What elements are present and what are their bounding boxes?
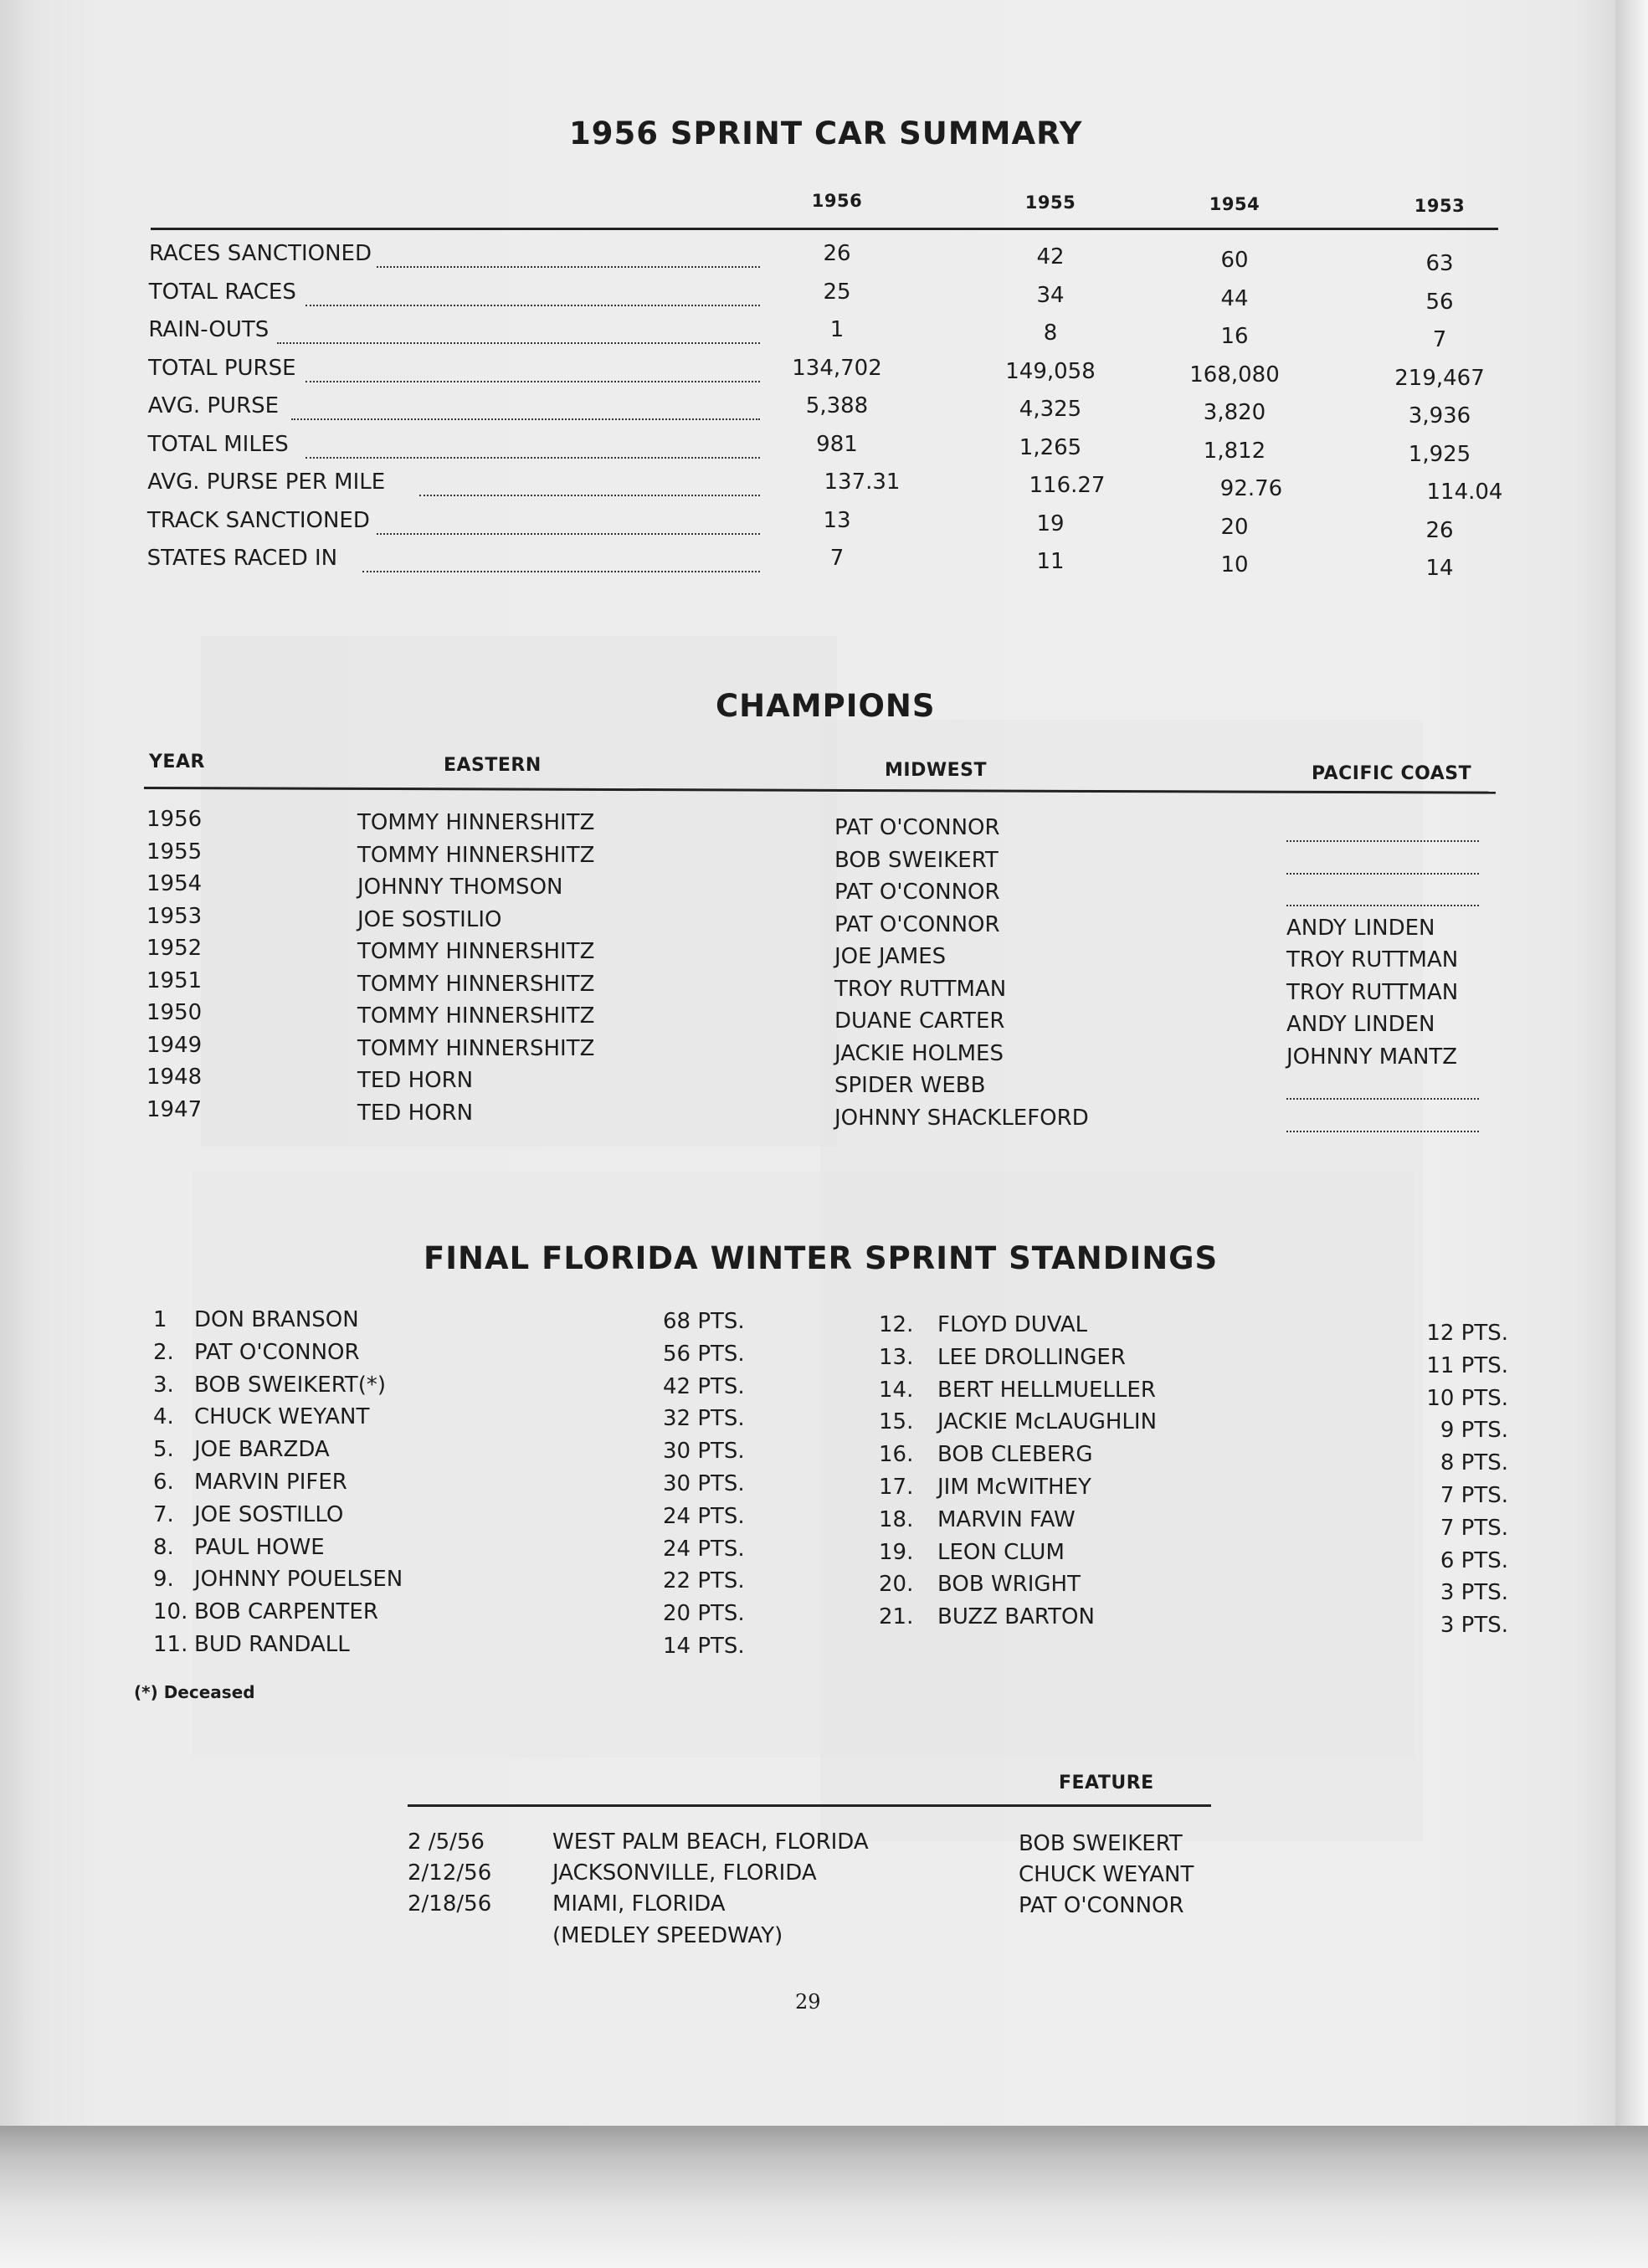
summary-leader-dots [305,381,760,382]
standing-rank: 19. [879,1539,914,1565]
champion-year: 1950 [146,1000,203,1025]
summary-value-3: 14 [1425,556,1454,581]
deceased-note: (*) Deceased [134,1682,255,1702]
champion-midwest: JACKIE HOLMES [834,1040,1004,1066]
summary-value-2: 168,080 [1189,362,1280,387]
summary-value-1: 4,325 [1019,397,1082,422]
standing-points: 30 PTS. [663,1471,745,1496]
champions-header-eastern: EASTERN [444,755,542,776]
standing-rank: 8. [153,1534,174,1560]
champion-eastern: TOMMY HINNERSHITZ [357,1035,595,1061]
champion-midwest: JOE JAMES [834,944,947,969]
standing-name: BERT HELLMUELLER [937,1377,1156,1403]
champion-year: 1954 [146,871,203,896]
standing-name: JOE BARZDA [194,1437,330,1463]
page-bottom-edge [0,2126,1648,2268]
summary-leader-dots [419,495,760,496]
page-number: 29 [795,1990,821,2014]
summary-value-3: 219,467 [1394,365,1485,391]
champion-midwest: PAT O'CONNOR [834,911,1000,937]
summary-row-label: AVG. PURSE [147,393,280,418]
summary-leader-dots [291,418,760,420]
champion-year: 1952 [146,936,203,961]
summary-value-2: 92.76 [1219,476,1283,501]
summary-value-0: 1 [829,317,845,342]
standing-rank: 18. [879,1506,914,1532]
standing-points: 9 PTS. [1440,1418,1508,1444]
champion-eastern: TOMMY HINNERSHITZ [357,842,595,868]
summary-value-3: 7 [1432,327,1447,352]
summary-value-0: 25 [823,279,851,305]
summary-leader-dots [305,305,760,306]
summary-value-3: 56 [1425,289,1454,315]
summary-leader-dots [377,266,760,268]
standing-name: MARVIN FAW [937,1506,1076,1532]
standing-rank: 21. [879,1604,914,1630]
standing-name: LEE DROLLINGER [937,1344,1126,1370]
standing-points: 22 PTS. [663,1568,745,1594]
champion-eastern: TOMMY HINNERSHITZ [357,939,595,964]
standing-name: BOB CLEBERG [937,1442,1093,1468]
standing-points: 24 PTS. [663,1536,745,1562]
summary-value-2: 16 [1220,324,1249,349]
champion-pacific-blank [1286,1131,1479,1132]
standing-points: 30 PTS. [663,1439,745,1465]
champion-year: 1951 [146,967,203,993]
standing-name: BUD RANDALL [194,1632,350,1657]
standing-name: JOE SOSTILLO [194,1501,344,1527]
champion-pacific-blank [1286,1098,1479,1100]
summary-leader-dots [362,571,760,572]
standing-points: 24 PTS. [663,1503,745,1529]
summary-value-1: 8 [1043,321,1058,346]
races-header-rule [408,1804,1211,1807]
champion-pacific: TROY RUTTMAN [1286,979,1459,1005]
race-extra-line: (MEDLEY SPEEDWAY) [552,1923,783,1948]
standing-points: 14 PTS. [663,1634,745,1659]
standing-rank: 14. [879,1377,914,1403]
champions-header-year: YEAR [149,752,205,772]
champion-pacific-blank [1286,840,1479,842]
standing-rank: 12. [879,1312,914,1337]
feature-header: FEATURE [1059,1773,1154,1793]
standing-rank: 10. [153,1599,188,1625]
champion-midwest: PAT O'CONNOR [834,880,1000,905]
standing-points: 7 PTS. [1440,1483,1508,1508]
page-right-edge [1615,0,1648,2126]
standing-name: BOB WRIGHT [937,1572,1081,1598]
summary-value-2: 10 [1220,552,1249,577]
summary-value-1: 11 [1036,549,1065,574]
race-date: 2 /5/56 [408,1829,485,1855]
summary-row-label: TRACK SANCTIONED [146,507,370,533]
standing-rank: 20. [879,1572,914,1598]
summary-row-label: RACES SANCTIONED [149,241,372,266]
champion-pacific-blank [1286,905,1479,906]
summary-value-1: 19 [1036,511,1065,536]
standing-points: 3 PTS. [1440,1613,1508,1639]
standing-points: 11 PTS. [1426,1352,1508,1378]
champion-year: 1949 [146,1032,203,1058]
standing-points: 32 PTS. [663,1406,745,1432]
champions-header-midwest: MIDWEST [885,760,987,781]
summary-row-label: TOTAL PURSE [148,355,296,381]
summary-value-0: 981 [816,431,858,457]
champion-eastern: TOMMY HINNERSHITZ [357,971,595,997]
standing-name: MARVIN PIFER [194,1470,347,1495]
summary-row-label: TOTAL MILES [147,431,289,457]
summary-value-0: 134,702 [792,355,882,381]
champion-midwest: BOB SWEIKERT [834,847,999,873]
standing-rank: 16. [879,1442,914,1468]
champion-eastern: JOHNNY THOMSON [357,875,563,900]
summary-value-2: 3,820 [1203,400,1266,425]
standing-points: 12 PTS. [1426,1321,1508,1346]
race-winner: PAT O'CONNOR [1019,1893,1184,1918]
standing-points: 68 PTS. [663,1309,745,1334]
champion-year: 1948 [146,1065,203,1090]
summary-value-3: 63 [1425,251,1454,276]
champion-eastern: TED HORN [357,1100,474,1126]
standing-points: 56 PTS. [663,1341,745,1367]
standing-name: JACKIE McLAUGHLIN [937,1409,1158,1435]
standing-name: CHUCK WEYANT [194,1404,370,1430]
summary-value-0: 26 [823,241,851,266]
champion-midwest: JOHNNY SHACKLEFORD [834,1105,1089,1131]
champion-pacific: ANDY LINDEN [1286,1012,1435,1037]
champion-pacific: TROY RUTTMAN [1286,947,1459,972]
summary-year-0: 1956 [811,191,863,211]
standings-title: FINAL FLORIDA WINTER SPRINT STANDINGS [424,1240,1219,1276]
race-location: WEST PALM BEACH, FLORIDA [552,1829,869,1855]
summary-value-1: 116.27 [1029,473,1106,498]
champion-eastern: TOMMY HINNERSHITZ [357,810,595,835]
champion-eastern: TOMMY HINNERSHITZ [357,1003,595,1029]
summary-value-1: 149,058 [1005,358,1096,384]
standing-rank: 13. [879,1344,914,1370]
champions-title: CHAMPIONS [716,688,936,724]
standing-name: DON BRANSON [194,1307,359,1332]
standing-rank: 4. [153,1404,174,1430]
standing-name: PAT O'CONNOR [194,1339,360,1365]
summary-value-2: 20 [1220,514,1249,540]
standing-rank: 15. [879,1409,914,1435]
standing-rank: 9. [153,1567,174,1593]
summary-header-rule [151,228,1498,230]
standing-rank: 11. [153,1632,188,1657]
race-date: 2/18/56 [408,1891,492,1917]
summary-leader-dots [277,342,760,344]
standing-points: 42 PTS. [663,1373,745,1399]
summary-value-3: 3,936 [1408,403,1471,428]
summary-value-0: 13 [823,507,851,533]
standing-name: JIM McWITHEY [937,1475,1091,1500]
summary-row-label: RAIN-OUTS [148,317,270,342]
champion-year: 1956 [146,807,203,832]
champion-midwest: PAT O'CONNOR [834,815,1000,840]
champion-midwest: TROY RUTTMAN [834,976,1007,1002]
standing-rank: 3. [153,1372,174,1398]
summary-value-1: 34 [1036,282,1065,308]
summary-value-1: 42 [1036,244,1065,269]
summary-row-label: TOTAL RACES [148,279,296,305]
summary-row-label: AVG. PURSE PER MILE [147,470,386,495]
summary-value-2: 60 [1220,248,1249,273]
summary-leader-dots [377,533,760,535]
standing-rank: 6. [153,1470,174,1495]
standing-name: JOHNNY POUELSEN [194,1567,403,1593]
summary-year-1: 1955 [1024,192,1076,213]
summary-value-3: 114.04 [1426,480,1503,505]
champion-midwest: DUANE CARTER [834,1008,1005,1034]
summary-year-2: 1954 [1209,194,1260,214]
standing-rank: 17. [879,1475,914,1500]
summary-year-3: 1953 [1414,196,1466,216]
summary-leader-dots [305,457,760,459]
champion-year: 1953 [146,903,203,929]
summary-value-1: 1,265 [1019,434,1082,460]
champion-midwest: SPIDER WEBB [834,1073,986,1098]
race-winner: BOB SWEIKERT [1019,1831,1183,1856]
race-winner: CHUCK WEYANT [1019,1862,1194,1887]
standing-points: 8 PTS. [1440,1450,1508,1476]
standing-name: PAUL HOWE [194,1534,325,1560]
summary-value-0: 137.31 [824,470,901,495]
standing-name: BOB CARPENTER [194,1599,378,1625]
summary-value-2: 1,812 [1203,438,1266,464]
standing-name: FLOYD DUVAL [937,1312,1088,1337]
standing-points: 20 PTS. [663,1601,745,1627]
standing-rank: 5. [153,1437,174,1463]
champion-pacific-blank [1286,873,1479,875]
champion-pacific: ANDY LINDEN [1286,915,1435,941]
standing-rank: 2. [153,1339,174,1365]
standing-points: 3 PTS. [1440,1580,1508,1606]
champion-pacific: JOHNNY MANTZ [1286,1044,1458,1070]
standing-name: BUZZ BARTON [937,1604,1095,1630]
champions-header-pacific: PACIFIC COAST [1312,763,1472,784]
standing-rank: 7. [153,1501,174,1527]
standing-points: 10 PTS. [1426,1385,1508,1411]
standing-rank: 1 [153,1307,167,1332]
champion-eastern: TED HORN [357,1068,474,1093]
summary-value-0: 7 [829,546,845,571]
standing-points: 6 PTS. [1440,1547,1508,1573]
summary-row-label: STATES RACED IN [146,546,338,571]
champion-eastern: JOE SOSTILIO [357,906,502,932]
race-location: JACKSONVILLE, FLORIDA [552,1860,817,1886]
summary-value-3: 1,925 [1408,441,1471,467]
race-date: 2/12/56 [408,1860,492,1886]
summary-value-2: 44 [1220,285,1249,311]
summary-title: 1956 SPRINT CAR SUMMARY [569,115,1083,151]
champion-year: 1947 [146,1096,203,1122]
champion-year: 1955 [146,839,203,865]
summary-value-3: 26 [1425,517,1454,543]
standing-name: BOB SWEIKERT(*) [194,1372,387,1398]
standing-name: LEON CLUM [937,1539,1065,1565]
standing-points: 7 PTS. [1440,1515,1508,1541]
summary-value-0: 5,388 [805,393,869,418]
race-location: MIAMI, FLORIDA [552,1891,726,1917]
